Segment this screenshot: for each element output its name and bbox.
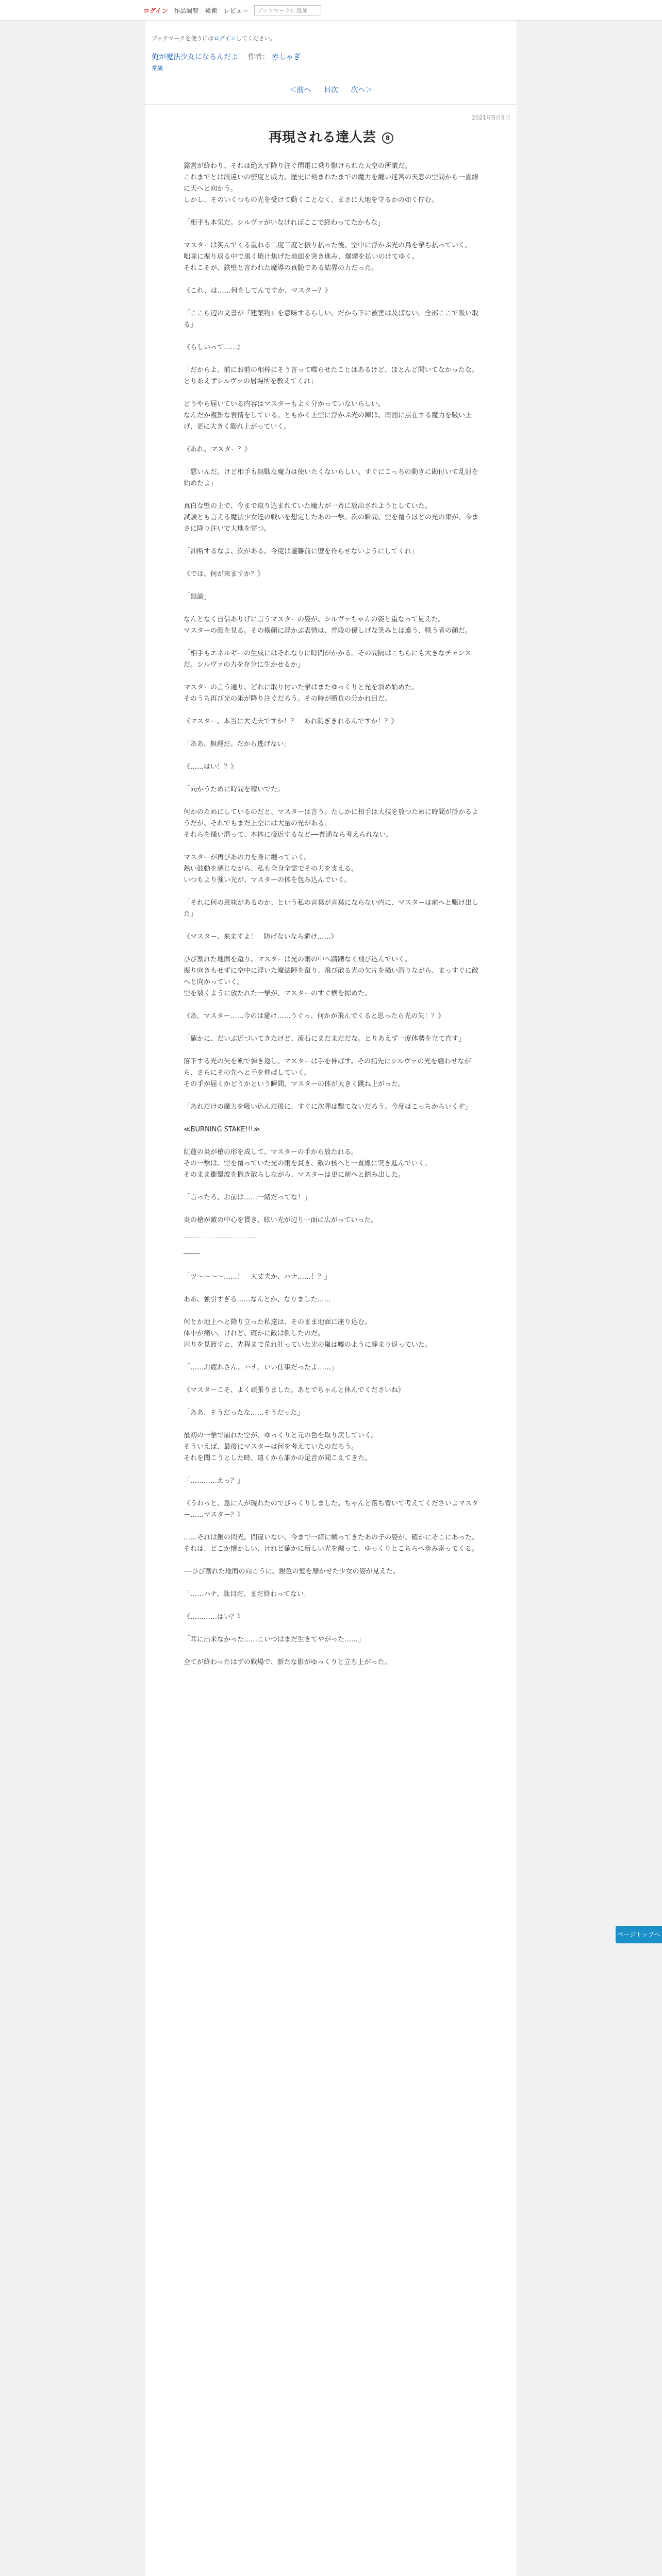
paragraph: 《…………はい？》 — [184, 1613, 244, 1621]
paragraph: 「……ハナ、駄目だ、まだ終わってない」 — [184, 1590, 310, 1598]
paragraph: 何とか地上へと降り立った私達は、そのまま地面に座り込む。 体中が痛い。けれど、確かに敵は倒したのだ。 周りを見渡すと、先程まで荒れ狂っていた光の嵐は嘘のように静まり返っていた。 — [184, 1318, 432, 1349]
paragraph: どうやら届いている内容はマスターもよく分かっていないらしい。 なんだか複雑な表情をしている。ともかく上空に浮かぶ光の陣は、周囲に点在する魔力を吸い上げ、更に大きく膨れ上がっていく。 — [184, 400, 472, 431]
site-header — [0, 0, 662, 21]
paragraph: ──ひび割れた地面の向こうに、銀色の髪を靡かせた少女の姿が見えた。 — [184, 1568, 400, 1575]
paragraph: ひび割れた地面を蹴り、マスターは光の雨の中へ躊躇なく飛び込んでいく。 振り向きもせずに空中に浮いた魔法陣を蹴り、飛び散る光の欠片を掻い潜りながら、まっすぐに敵へと向かっていく。 空を裂くように放たれた一撃が、マスターのすぐ横を掠めた。 — [184, 956, 479, 997]
series-line — [152, 52, 301, 62]
paragraph: 「それに何の意味があるのか、という私の言葉が言葉にならない内に、マスターは前へと駆け出した」 — [184, 899, 479, 918]
episode-number-badge: 8 — [382, 132, 393, 144]
divider — [145, 104, 517, 105]
paragraph: なんとなく自信ありげに言うマスターの姿が、シルヴァちゃんの姿と重なって見えた。 マスターの顔を見る。その横顔に浮かぶ表情は、普段の優しげな笑みとは違う、戦う者の顔だ。 — [184, 616, 472, 635]
nav-review[interactable]: レビュー — [223, 7, 249, 14]
post-date: 2021年5月9日 — [472, 114, 510, 121]
series-title-link[interactable]: 俺が魔法少女になるんだよ！ — [152, 53, 245, 61]
paragraph: ……それは銀の閃光。間違いない、今まで一緒に戦ってきたあの子の姿が、確かにそこにあった。 それは、どこか懐かしい、けれど確かに新しい光を纏って、ゆっくりとこちらへ歩み寄ってくる。 — [184, 1534, 478, 1553]
paragraph: 落下する光の矢を剣で弾き返し、マスターは手を伸ばす。その指先にシルヴァの光を纏わせながら、さらにその先へと手を伸ばしていく。 その手が届くかどうかという瞬間、マスターの体が大きく跳ね上がった。 — [184, 1058, 471, 1088]
page-top-button[interactable]: ページトップへ — [616, 1926, 662, 1943]
paragraph: ──── — [184, 1250, 200, 1258]
paragraph: 《マスター、本当に大丈夫ですか！？ あれ防ぎきれるんですか！？》 — [184, 718, 398, 725]
paragraph: 炎の槍が敵の中心を貫き、眩い光が辺り一面に広がっていった。 — [184, 1216, 378, 1224]
paragraph: マスターは笑んでくる重ねる二度三度と振り払った後、空中に浮かぶ光の鳥を撃ち払っていく。 咄嗟に振り返る中で黒く焼け焦げた地面を突き進み、爆煙を払いのけてゆく。 それこそが、鉄壁と言われた魔導の真髄である結界の力だった。 — [184, 242, 472, 272]
paragraph: 全てが終わったはずの戦場で、新たな影がゆっくりと立ち上がった。 — [184, 1658, 391, 1666]
paragraph: 「向かうために時間を稼いでた。 — [184, 786, 285, 793]
paragraph: 「油断するなよ、次がある。今度は避難前に壁を作らせないようにしてくれ」 — [184, 548, 418, 555]
paragraph: 何かのためにしているのだと、マスターは言う。たしかに相手は大技を放つために時間が掛かるようだが、それでもまだ上空には大量の光がある。 それらを掻い潜って、本体に接近するなど──普通なら考えられない。 — [184, 808, 479, 839]
paragraph: 「言ったろ、お前は……一緒だってな！」 — [184, 1194, 311, 1201]
notice-login-link[interactable]: ログイン — [213, 35, 236, 42]
paragraph: 「ツ〜〜〜〜……！ 大丈夫か、ハナ……！？」 — [184, 1273, 332, 1281]
paragraph: 「ここら辺の文書が『建築物』を意味するらしい。だから下に被害は及ばない。全部ここで吸い取る」 — [184, 310, 479, 329]
title-text: 再現される達人芸 — [268, 130, 376, 145]
paragraph: 真白な壁の上で、今まで取り込まれていた魔力が一斉に放出されようとしていた。 試験とも言える魔法少女達の戦いを想定したあの一撃。次の瞬間、空を覆うほどの光の束が、今まさに降り注いで大地を穿つ。 — [184, 502, 479, 533]
paragraph: 《……はい！？》 — [184, 763, 238, 771]
paragraph: 最初の一撃で崩れた空が、ゆっくりと元の色を取り戻していく。 そういえば、最後にマスターは何を考えていたのだろう。 それを聞こうとした時、遠くから誰かの足音が聞こえてきた。 — [184, 1432, 378, 1462]
paragraph: 《あ、マスター……今のは避け……うぐっ、何かが飛んでくると思ったら光の矢！？》 — [184, 1012, 445, 1020]
paragraph: ≪BURNING STAKE!!!≫ — [184, 1126, 260, 1133]
paragraph: マスターが再びあの力を身に纏っていく。 熱い鼓動を感じながら、私も全身全霊でその力を支える。 いつもより強い光が、マスターの体を包み込んでいく。 — [184, 854, 358, 884]
paragraph: 「ああ、そうだったな……そうだった」 — [184, 1409, 304, 1417]
paragraph: 「ああ、無理だ。だから逃げない」 — [184, 740, 291, 748]
paragraph: 《マスター、来ますよ！ 防げないなら避け……》 — [184, 933, 338, 941]
paragraph: マスターの言う通り、どれに取り付いた撃はまたゆっくりと光を溜め始めた。 そのうち再び光の雨が降り注ぐだろう。その時が勝負の分かれ目だ。 — [184, 684, 418, 703]
paragraph: ああ、強引すぎる……なんとか、なりました…… — [184, 1296, 331, 1303]
paragraph — [184, 1238, 256, 1240]
nav-search[interactable]: 検索 — [205, 7, 218, 14]
episode-title — [145, 127, 517, 146]
paragraph: 《らしいって……》 — [184, 344, 244, 351]
nav-browse[interactable]: 作品閲覧 — [174, 7, 199, 14]
paragraph: 「耳に出来なかった……こいつはまだ生きてやがった……」 — [184, 1636, 365, 1643]
paragraph: 「だからよ。前にお前の相棒にそう言って喋らせたことはあるけど、ほとんど聞いてなかったな。とりあえずシルヴァの居場所を教えてくれ」 — [184, 366, 478, 385]
paragraph: 「相手もエネルギーの生成にはそれなりに時間がかかる。その間隔はこちらにも大きなチャンスだ。シルヴァの力を存分に生かせるか」 — [184, 650, 472, 669]
paragraph: 紅蓮の炎が槍の形を成して、マスターの手から放たれる。 その一撃は、空を覆っていた光の雨を貫き、敵の核へと一直線に突き進んでいく。 そのまま衝撃波を撒き散らしながら、マスターは更に前へと踏み出した。 — [184, 1148, 432, 1179]
paragraph: 《あれ、マスター？》 — [184, 446, 251, 453]
paragraph: 「確かに、だいぶ近づいてきたけど、流石にまだまだだな。とりあえず一度体勢を立て直す」 — [184, 1035, 466, 1043]
paragraph: 露営が終わり、それは絶えず降り注ぐ閃電に乗り駆けられた天空の所業だ。 これまでとは段違いの密度と威力、歴史に刻まれたまでの魔力を纏い迷宮の天窓の空間から一直線に天へと向かう。 しかし、そのいくつもの光を受けて動くことなく、まさに大地を守るかの如く佇む。 — [184, 162, 479, 204]
paragraph: 《うわっと、急に人が現れたのでびっくりしました。ちゃんと落ち着いて考えてくださいよマスター……マスター？》 — [184, 1500, 478, 1519]
bookmark-notice — [152, 34, 276, 42]
paragraph: 《では、何が来ますか？》 — [184, 570, 264, 578]
login-link[interactable]: ログイン — [143, 7, 168, 14]
prev-link[interactable]: ＜前へ — [289, 86, 311, 94]
paragraph: 「相手も本気だ。シルヴァがいなければここで終わってたかもな」 — [184, 219, 385, 227]
notice-text-end: してください。 — [236, 35, 276, 42]
notice-text: ブックマークを使うには — [152, 35, 214, 42]
paragraph: 「…………えっ？」 — [184, 1477, 244, 1485]
paragraph: 「無論」 — [184, 593, 211, 601]
paragraph: 「悪いんだ。けど相手も無駄な魔力は使いたくないらしい。すぐにこっちの動きに勘付いて乱射を始めたよ」 — [184, 468, 478, 487]
chapter-link[interactable]: 常識 — [152, 65, 163, 72]
paragraph: 「……お疲れさん、ハナ。いい仕事だったよ……」 — [184, 1364, 338, 1371]
pager-top — [145, 84, 517, 95]
novel-body — [184, 161, 483, 1680]
paragraph: 《マスターこそ、よく頑張りました。あとでちゃんと休んでくださいね》 — [184, 1386, 405, 1394]
author-link[interactable]: 赤しゃぎ — [271, 53, 301, 61]
next-link[interactable]: 次へ＞ — [351, 86, 373, 94]
author-label: 作者： — [247, 53, 270, 61]
novel-page — [145, 21, 517, 2576]
paragraph: 「あれだけの魔力を吸い込んだ後に、すぐに次弾は撃てないだろう。今度はこっちからいくぞ」 — [184, 1103, 472, 1111]
search-input[interactable]: ブックマークに追加 — [254, 5, 321, 15]
toc-link[interactable]: 目次 — [324, 86, 338, 94]
paragraph: 《これ、は……何をしてんですか、マスター？》 — [184, 287, 332, 295]
